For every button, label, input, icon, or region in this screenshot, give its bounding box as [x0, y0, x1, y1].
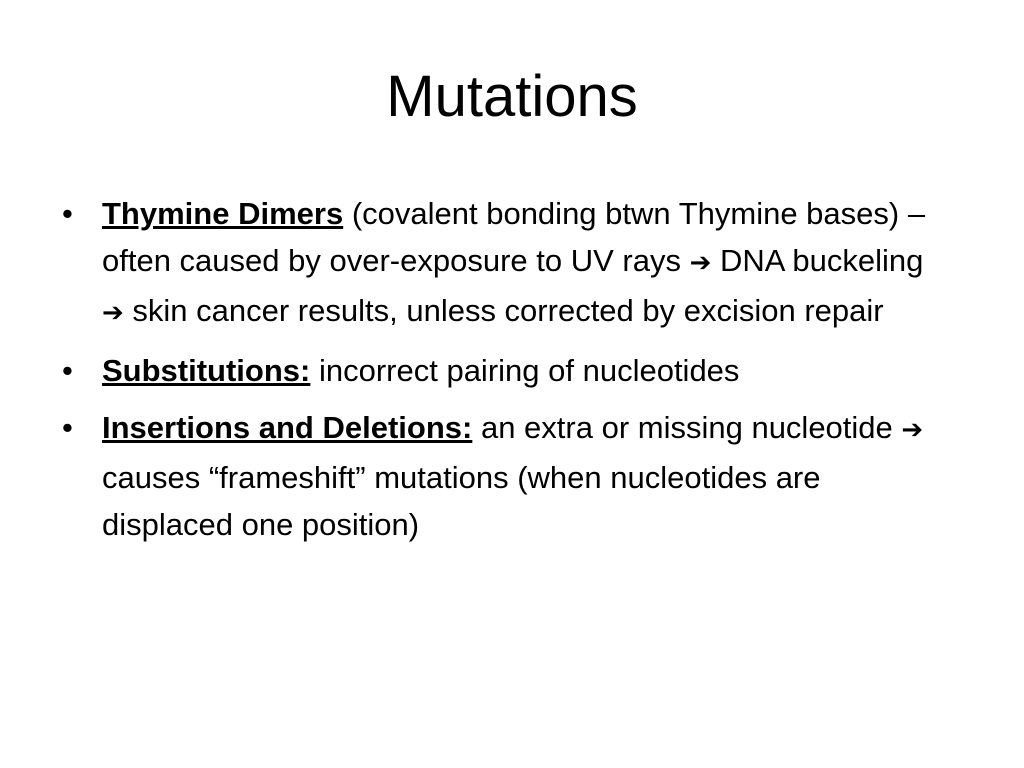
bullet-text: (covalent bonding btwn Thymine bases) –often caused by over-exposure to UV rays	[102, 196, 926, 278]
bullet-text: DNA buckeling	[711, 243, 924, 278]
bullet-text: causes “frameshift” mutations (when nucleotides are displaced one position)	[102, 460, 821, 542]
right-arrow-icon: ➔	[102, 298, 124, 328]
right-arrow-icon: ➔	[689, 248, 712, 278]
bullet-term: Substitutions:	[102, 353, 311, 388]
bullet-term: Thymine Dimers	[102, 196, 344, 231]
bullet-text: an extra or missing nucleotide	[472, 410, 902, 445]
right-arrow-icon: ➔	[901, 415, 924, 445]
bullet-list	[60, 190, 950, 558]
bullet-insertions-deletions	[60, 404, 950, 548]
bullet-substitutions	[60, 347, 950, 394]
bullet-thymine-dimers	[60, 190, 950, 337]
bullet-term: Insertions and Deletions:	[102, 410, 473, 445]
bullet-text: incorrect pairing of nucleotides	[310, 353, 740, 388]
bullet-dot-icon: •	[62, 410, 73, 445]
bullet-text: skin cancer results, unless corrected by excision repair	[123, 293, 884, 328]
bullet-dot-icon: •	[62, 196, 73, 231]
slide-title: Mutations	[386, 64, 638, 129]
bullet-dot-icon: •	[62, 353, 73, 388]
